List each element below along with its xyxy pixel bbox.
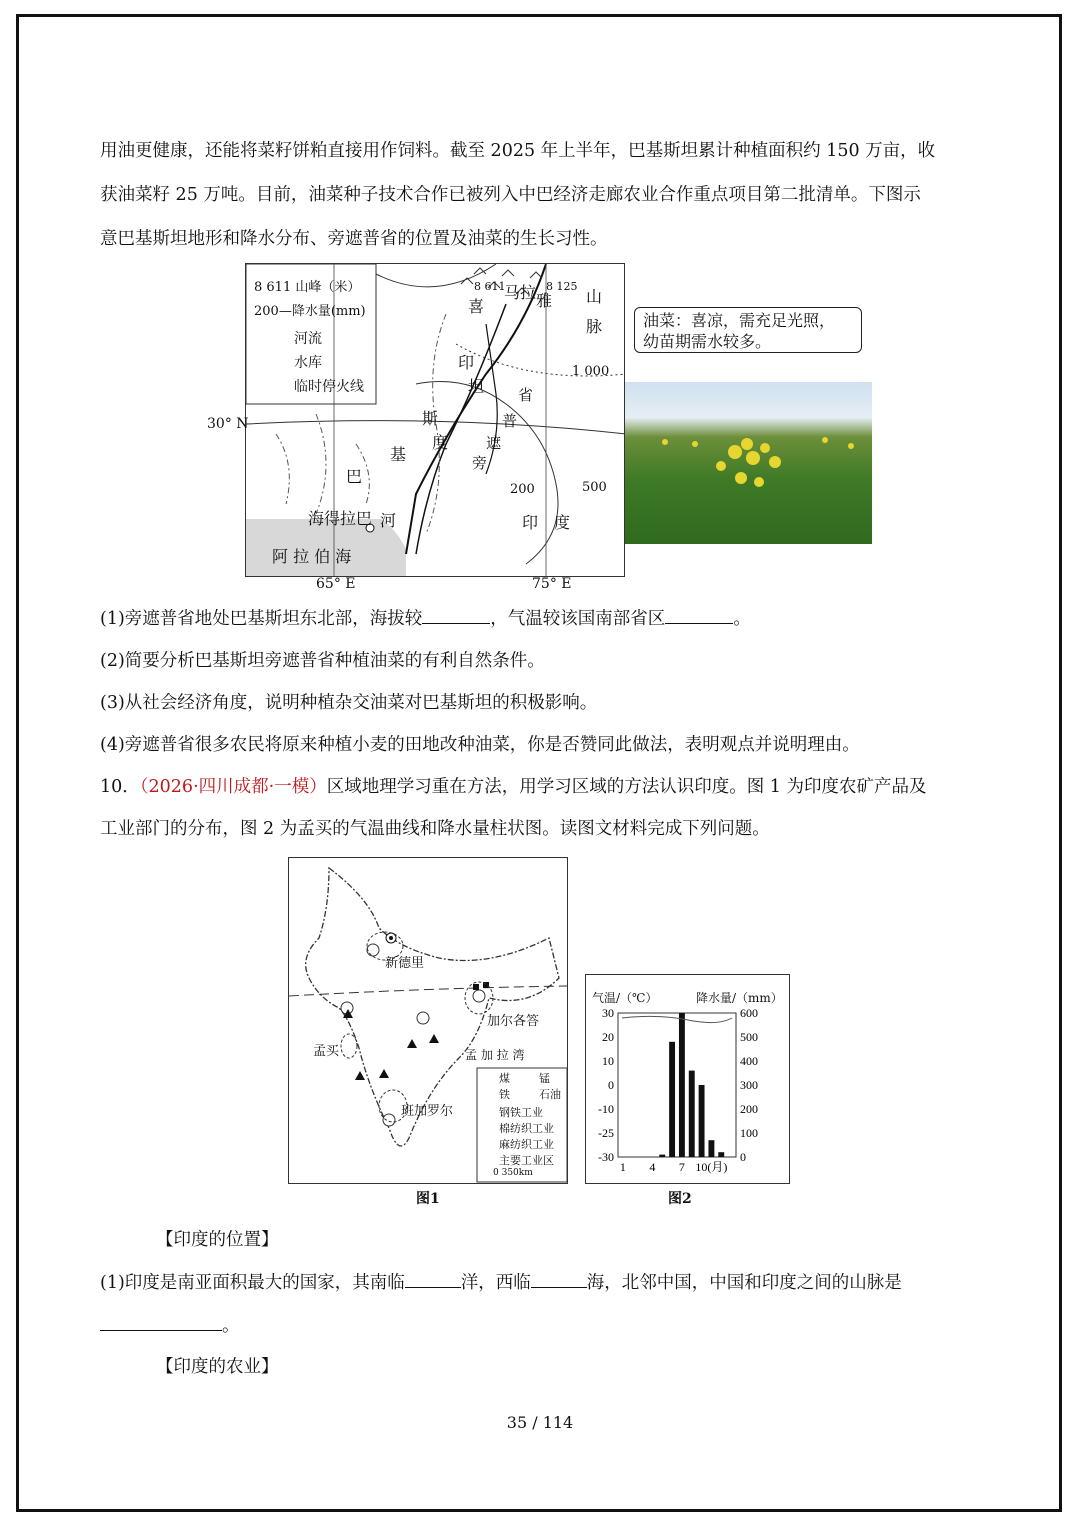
q9-1-suffix: 。 [733,609,751,629]
legend-industrial-zone: 主要工业区 [499,1154,554,1167]
lon-label-65: 65° E [316,576,356,592]
left-axis-title: 气温/（℃） [592,991,658,1005]
x-tick: 4 [649,1160,656,1174]
label-arabian-sea: 阿 拉 伯 海 [272,547,352,566]
pakistan-map [245,263,625,577]
precip-bar [669,1042,675,1157]
label-ji: 基 [390,445,407,464]
para-line-3: 意巴基斯坦地形和降水分布、旁遮普省的位置及油菜的生长习性。 [100,229,608,249]
q9-1-blank-a[interactable] [422,607,490,624]
q1-part-c: 海，北邻中国，中国和印度之间的山脉是 [586,1273,902,1293]
isohyet-200: 200 [510,482,535,497]
right-tick: 400 [740,1054,758,1068]
rapeseed-callout [634,307,862,353]
label-ba: 巴 [346,467,363,486]
x-tick: 7 [678,1160,685,1174]
fig2-caption: 图2 [668,1191,692,1207]
q9-3: (3)从社会经济角度，说明种植杂交油菜对巴基斯坦的积极影响。 [100,693,598,713]
label-mai: 脉 [586,317,603,336]
precip-bar [718,1152,724,1157]
legend-peak: 8 611 山峰（米） [254,280,361,295]
label-zhe: 遮 [486,434,502,452]
city-mumbai: 孟买 [313,1044,340,1059]
scale-bar: 0 350km [493,1168,533,1178]
left-tick: -30 [598,1150,614,1164]
q10-source: （2026·四川成都·一模） [139,777,327,797]
q9-1-blank-b[interactable] [665,607,733,624]
q10-line1-text: 区域地理学习重在方法，用学习区域的方法认识印度。图 1 为印度农矿产品及 [326,777,927,797]
left-tick: -10 [598,1102,614,1116]
right-tick: 600 [740,1006,758,1020]
legend-reservoir: 水库 [294,355,322,371]
legend-jute: 麻纺织工业 [499,1138,554,1151]
right-tick: 500 [740,1030,758,1044]
right-tick: 100 [740,1126,758,1140]
q1-blank-ocean[interactable] [405,1271,461,1288]
legend-oil: 石油 [539,1088,561,1101]
label-yin: 印 [458,353,475,372]
bay-of-bengal: 孟 加 拉 湾 [465,1048,525,1062]
isohyet-500: 500 [582,480,607,495]
x-tick: 1 [619,1160,626,1174]
label-xi: 喜 [468,297,485,316]
callout-line-1: 油菜：喜凉，需充足光照， [643,311,836,330]
para-line-2: 获油菜籽 25 万吨。目前，油菜种子技术合作已被列入中巴经济走廊农业合作重点项目第二批清单。下图示 [100,185,921,205]
legend-coal: 煤 [499,1072,510,1085]
q1-end: 。 [222,1316,240,1336]
x-tick: 10(月) [695,1160,728,1174]
right-axis-title: 降水量/（mm） [696,991,783,1005]
label-pu: 普 [502,412,518,430]
temperature-line [622,1016,732,1022]
para-line-1: 用油更健康，还能将菜籽饼粕直接用作饲料。截至 2025 年上半年，巴基斯坦累计种植面积约 150 万亩，收 [100,141,936,161]
isohyet-1000: 1 000 [572,364,610,379]
label-india: 印 度 [522,513,571,532]
q1-line [100,1271,990,1294]
label-tan: 坦 [468,377,485,396]
india-map [288,857,568,1184]
label-shan: 山 [586,287,603,306]
plot-area [618,1013,736,1157]
legend-iron: 铁 [499,1088,510,1101]
label-mala: 马拉 [504,283,537,302]
q1-blank-sea[interactable] [531,1271,587,1288]
left-tick: -25 [598,1126,614,1140]
q1-part-b: 洋，西临 [460,1273,531,1293]
lat-label: 30° N [207,416,249,432]
left-tick: 20 [602,1030,614,1044]
q10-line-1 [100,776,990,798]
peak-1: 8 611 [474,280,506,293]
label-si: 斯 [422,409,439,428]
q1-part-a: (1)印度是南亚面积最大的国家，其南临 [100,1273,405,1293]
precip-bar [699,1085,705,1157]
rapeseed-flowers [625,382,872,544]
fig1-caption: 图1 [416,1191,440,1207]
city-newdelhi: 新德里 [385,956,425,971]
q10-line-2: 工业部门的分布，图 2 为孟买的气温曲线和降水量柱状图。读图文材料完成下列问题。 [100,819,770,839]
callout-line-2: 幼苗期需水较多。 [643,332,772,351]
section-position-title: 【印度的位置】 [156,1230,279,1250]
page-number: 35 / 114 [506,1413,574,1432]
precip-bar [679,1013,685,1157]
legend-cotton: 棉纺织工业 [499,1122,554,1135]
left-tick: 0 [608,1078,614,1092]
q1-blank-mountain[interactable] [100,1314,222,1331]
legend-precip: 200—降水量(mm) [254,304,366,319]
q1-line-2 [100,1314,990,1337]
city-kolkata: 加尔各答 [487,1014,540,1029]
right-tick: 200 [740,1102,758,1116]
right-tick: 300 [740,1078,758,1092]
rapeseed-photo [625,382,872,544]
legend-ceasefire: 临时停火线 [294,379,364,395]
label-du: 度 [432,433,449,452]
q9-1 [100,607,990,630]
left-tick: 30 [602,1006,614,1020]
q10-number: 10． [100,777,140,797]
city-bangalore: 班加罗尔 [401,1104,454,1119]
q9-2: (2)简要分析巴基斯坦旁遮普省种植油菜的有利自然条件。 [100,651,545,671]
left-tick: 10 [602,1054,614,1068]
label-he: 河 [380,511,397,530]
precip-bar [708,1140,714,1157]
climate-chart [585,974,790,1184]
legend-steel: 钢铁工业 [499,1106,543,1119]
climate-chart-svg [586,975,790,1184]
peak-2: 8 125 [546,280,578,293]
label-hyderabad: 海得拉巴 [308,509,373,528]
label-ya: 雅 [536,291,553,310]
legend-river: 河流 [294,331,322,347]
section-agri-title: 【印度的农业】 [156,1357,279,1377]
label-pang: 旁 [472,454,488,472]
q9-1-middle: ，气温较该国南部省区 [490,609,666,629]
precip-bar [689,1071,695,1157]
legend-manganese: 锰 [539,1072,550,1085]
right-tick: 0 [740,1150,746,1164]
label-sheng: 省 [518,386,534,404]
q9-4: (4)旁遮普省很多农民将原来种植小麦的田地改种油菜，你是否赞同此做法，表明观点并说明理由。 [100,735,860,755]
q9-1-prefix: (1)旁遮普省地处巴基斯坦东北部，海拔较 [100,609,423,629]
precip-bar [659,1155,665,1157]
lon-label-75: 75° E [532,576,572,592]
